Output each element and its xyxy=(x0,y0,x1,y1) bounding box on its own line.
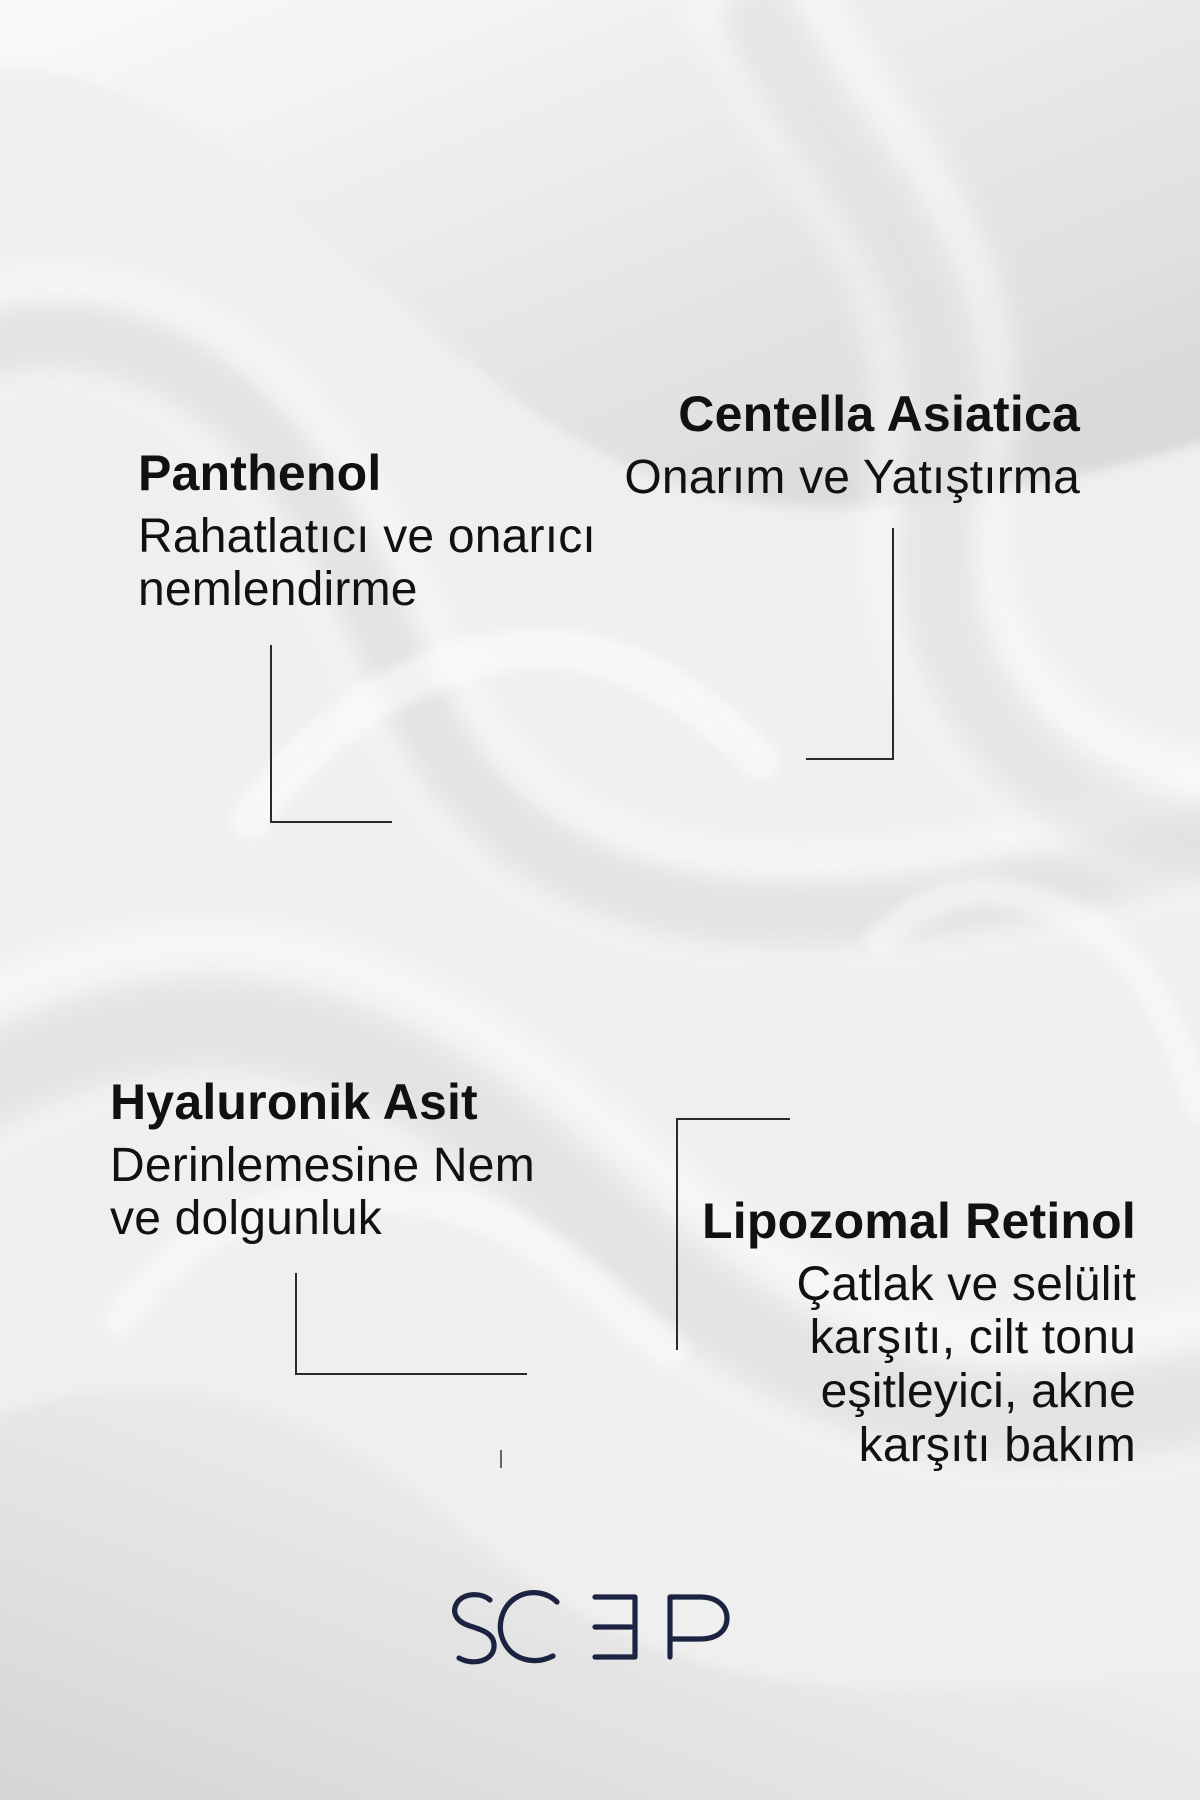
panthenol-connector xyxy=(270,645,392,823)
brand-logo xyxy=(445,1582,755,1672)
centella-connector xyxy=(806,528,894,760)
hyaluronik-connector xyxy=(295,1273,527,1375)
centella-description: Onarım ve Yatıştırma xyxy=(624,450,1080,504)
retinol-connector xyxy=(676,1118,790,1350)
panthenol-title: Panthenol xyxy=(138,445,382,501)
retinol-title: Lipozomal Retinol xyxy=(702,1193,1136,1249)
retinol-description: Çatlak ve selülit karşıtı, cilt tonu eşitleyici, akne karşıtı bakım xyxy=(796,1257,1136,1472)
centella-title: Centella Asiatica xyxy=(678,386,1080,442)
centella-callout xyxy=(520,388,1080,504)
panthenol-description: Rahatlatıcı ve onarıcı nemlendirme xyxy=(138,509,596,617)
hyaluronik-callout xyxy=(110,1076,670,1246)
hyaluronik-title: Hyaluronik Asit xyxy=(110,1074,478,1130)
hyaluronik-description: Derinlemesine Nem ve dolgunluk xyxy=(110,1138,535,1246)
small-vertical-mark xyxy=(500,1450,502,1468)
